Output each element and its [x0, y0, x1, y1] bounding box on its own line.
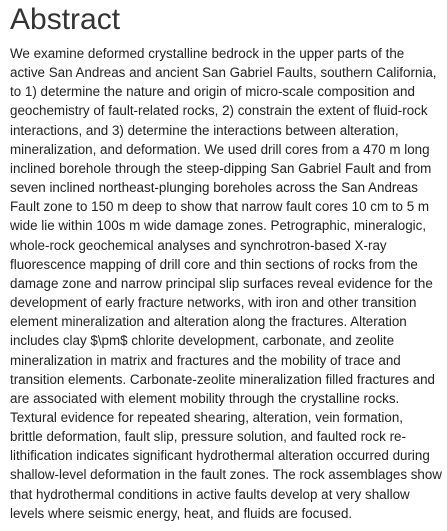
abstract-line: Textural evidence for repeated shearing, alteration, vein formation,: [10, 409, 404, 425]
abstract-line: includes clay $\pm$ chlorite development, carbonate, and zeolite: [10, 333, 395, 349]
abstract-line: inclined borehole through the steep-dipping San Gabriel Fault and from: [10, 160, 432, 176]
abstract-section: [10, 0, 442, 523]
abstract-line: wide lie within 100s m wide damage zones. Petrographic, mineralogic,: [10, 218, 427, 234]
abstract-line: whole-rock geochemical analyses and synchrotron-based X-ray: [10, 237, 387, 253]
abstract-line: shallow-level deformation in the fault zones. The rock assemblages show: [10, 467, 442, 483]
abstract-line: that hydrothermal conditions in active faults develop at very shallow: [10, 486, 410, 502]
abstract-line: geochemistry of fault-related rocks, 2) constrain the extent of fluid-rock: [10, 103, 428, 119]
abstract-heading: Abstract: [10, 3, 121, 36]
abstract-line: fluorescence mapping of drill core and thin sections of rocks from the: [10, 256, 418, 272]
abstract-line: development of early fracture networks, with iron and other transition: [10, 295, 417, 311]
abstract-line: lithification indicates significant hydrothermal alteration occurred during: [10, 448, 430, 464]
abstract-line: interactions, and 3) determine the interactions between alteration,: [10, 122, 399, 138]
abstract-line: active San Andreas and ancient San Gabriel Faults, southern California,: [10, 65, 437, 81]
abstract-line: element mineralization and alteration along the fractures. Alteration: [10, 314, 407, 330]
abstract-line: transition elements. Carbonate-zeolite mineralization filled fractures and: [10, 371, 435, 387]
abstract-line: to 1) determine the nature and origin of micro-scale composition and: [10, 84, 415, 100]
abstract-paragraph: [10, 44, 442, 523]
abstract-line: brittle deformation, fault slip, pressure solution, and faulted rock re-: [10, 429, 406, 445]
abstract-line: are associated with element mobility through the crystalline rocks.: [10, 390, 400, 406]
abstract-line: levels where seismic energy, heat, and fluids are focused.: [10, 505, 353, 521]
abstract-line: mineralization in matrix and fractures and the mobility of trace and: [10, 352, 401, 368]
abstract-line: Fault zone to 150 m deep to show that narrow fault cores 10 cm to 5 m: [10, 199, 430, 215]
abstract-line: mineralization, and deformation. We used drill cores from a 470 m long: [10, 141, 430, 157]
abstract-line: We examine deformed crystalline bedrock in the upper parts of the: [10, 46, 405, 61]
abstract-line: seven inclined northeast-plunging boreholes across the San Andreas: [10, 180, 418, 196]
abstract-line: damage zone and narrow principal slip surfaces reveal evidence for the: [10, 275, 433, 291]
